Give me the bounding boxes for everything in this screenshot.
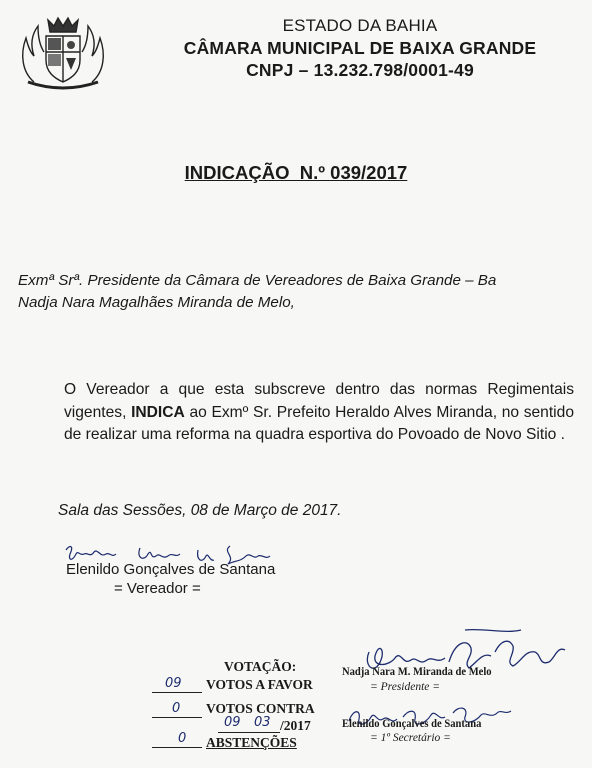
- councilor-role: = Vereador =: [114, 580, 201, 597]
- body-part-1: O Vereador a que esta subscreve dentro das normas Regimentais vigentes,: [64, 381, 574, 421]
- header-chamber: CÂMARA MUNICIPAL DE BAIXA GRANDE: [183, 38, 537, 58]
- body-part-2: ao Exmº Sr. Prefeito: [184, 403, 336, 421]
- president-role: = Presidente =: [370, 681, 441, 693]
- abstentions-label: ABSTENÇÕES: [206, 735, 297, 750]
- voting-title: VOTAÇÃO:: [224, 659, 297, 674]
- vote-date-day-blank: [218, 732, 252, 733]
- addressee-line-2: Nadja Nara Magalhães Miranda de Melo,: [18, 294, 295, 311]
- vote-date-month: 03: [254, 715, 271, 730]
- councilor-name: Elenildo Gonçalves de Santana: [66, 561, 276, 578]
- header-cnpj: CNPJ – 13.232.798/0001-49: [246, 60, 474, 80]
- municipal-coat-of-arms-icon: [14, 12, 112, 92]
- body-part-3: , no sentido de realizar uma reforma na quadra esportiva do Povoado de Novo Sitio .: [64, 403, 574, 443]
- header-state: ESTADO DA BAHIA: [282, 16, 438, 35]
- votes-favor-count: 09: [165, 676, 182, 691]
- president-name: Nadja Nara M. Miranda de Melo: [342, 664, 492, 678]
- secretary-name: Elenildo Gonçalves de Santana: [342, 716, 482, 730]
- secretary-role: = 1º Secretário =: [370, 732, 451, 744]
- indication-body: [64, 379, 574, 447]
- votes-against-label: VOTOS CONTRA: [206, 701, 315, 716]
- abstentions-blank: [152, 747, 202, 748]
- vote-date-month-blank: [252, 732, 280, 733]
- abstentions-count: 0: [178, 731, 187, 746]
- votes-against-blank: [152, 717, 202, 718]
- votes-favor-label: VOTOS A FAVOR: [206, 677, 313, 692]
- body-mayor: Heraldo Alves Miranda: [335, 403, 493, 421]
- body-indica: INDICA: [131, 403, 185, 421]
- votes-favor-blank: [152, 692, 202, 693]
- votes-against-count: 0: [172, 701, 181, 716]
- vote-date-day: 09: [224, 715, 241, 730]
- document-title: INDICAÇÃO N.º 039/2017: [184, 162, 408, 183]
- session-date-line: Sala das Sessões, 08 de Março de 2017.: [58, 502, 342, 519]
- vote-date-year: /2017: [280, 718, 311, 733]
- addressee-line-1: Exmª Srª. Presidente da Câmara de Vereadores de Baixa Grande – Ba: [18, 272, 497, 289]
